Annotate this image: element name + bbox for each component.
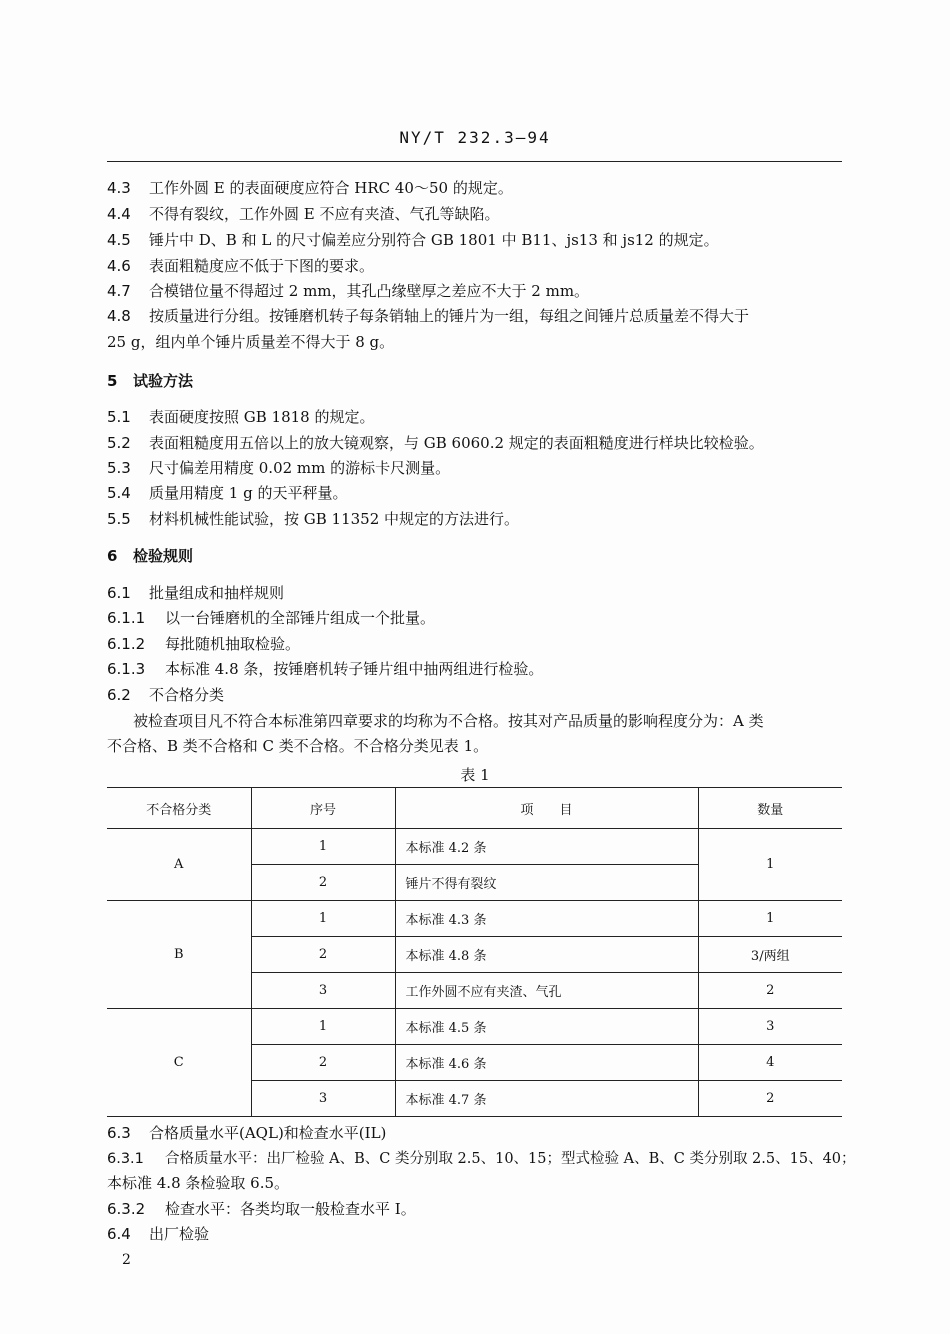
section-6-heading: 6 检验规则 bbox=[107, 547, 194, 565]
clause-6-4: 6.4 出厂检验 bbox=[107, 1225, 210, 1243]
item-cell: 本标准 4.6 条 bbox=[395, 1045, 698, 1081]
nonconformity-table bbox=[107, 787, 842, 1117]
col-header-seq: 序号 bbox=[251, 788, 395, 829]
count-cell: 2 bbox=[698, 1081, 842, 1117]
table-header-row bbox=[107, 788, 842, 829]
clause-6-1-3: 6.1.3 本标准 4.8 条，按锤磨机转子锤片组中抽两组进行检验。 bbox=[107, 660, 544, 678]
paragraph-6-2-cont: 不合格、B 类不合格和 C 类不合格。不合格分类见表 1。 bbox=[107, 737, 489, 755]
seq-cell: 2 bbox=[251, 865, 395, 901]
category-cell: B bbox=[107, 901, 251, 1009]
category-cell: C bbox=[107, 1009, 251, 1117]
count-cell: 3/两组 bbox=[698, 937, 842, 973]
document-header: NY/T 232.3—94 bbox=[399, 128, 551, 147]
clause-4-7: 4.7 合模错位量不得超过 2 mm，其孔凸缘壁厚之差应不大于 2 mm。 bbox=[107, 282, 590, 300]
clause-5-4: 5.4 质量用精度 1 g 的天平秤量。 bbox=[107, 484, 348, 502]
item-cell: 本标准 4.3 条 bbox=[395, 901, 698, 937]
clause-4-4: 4.4 不得有裂纹，工作外圆 E 不应有夹渣、气孔等缺陷。 bbox=[107, 205, 500, 223]
seq-cell: 3 bbox=[251, 1081, 395, 1117]
clause-6-1: 6.1 批量组成和抽样规则 bbox=[107, 584, 285, 602]
clause-4-6: 4.6 表面粗糙度应不低于下图的要求。 bbox=[107, 257, 375, 275]
item-cell: 本标准 4.2 条 bbox=[395, 829, 698, 865]
item-cell: 本标准 4.5 条 bbox=[395, 1009, 698, 1045]
clause-5-3: 5.3 尺寸偏差用精度 0.02 mm 的游标卡尺测量。 bbox=[107, 459, 451, 477]
seq-cell: 1 bbox=[251, 901, 395, 937]
clause-4-3: 4.3 工作外圆 E 的表面硬度应符合 HRC 40～50 的规定。 bbox=[107, 179, 513, 197]
seq-cell: 2 bbox=[251, 1045, 395, 1081]
item-cell: 本标准 4.8 条 bbox=[395, 937, 698, 973]
section-5-heading: 5 试验方法 bbox=[107, 372, 194, 390]
clause-6-1-2: 6.1.2 每批随机抽取检验。 bbox=[107, 635, 301, 653]
item-cell: 锤片不得有裂纹 bbox=[395, 865, 698, 901]
col-header-item: 项 目 bbox=[395, 788, 698, 829]
clause-4-5: 4.5 锤片中 D、B 和 L 的尺寸偏差应分别符合 GB 1801 中 B11、js13 和 js12 的规定。 bbox=[107, 231, 719, 249]
item-cell: 本标准 4.7 条 bbox=[395, 1081, 698, 1117]
clause-6-3: 6.3 合格质量水平(AQL)和检查水平(IL) bbox=[107, 1124, 387, 1142]
category-cell: A bbox=[107, 829, 251, 901]
table-row bbox=[107, 829, 842, 865]
seq-cell: 2 bbox=[251, 937, 395, 973]
clause-5-5: 5.5 材料机械性能试验，按 GB 11352 中规定的方法进行。 bbox=[107, 510, 520, 528]
clause-4-8-cont: 25 g，组内单个锤片质量差不得大于 8 g。 bbox=[107, 333, 395, 351]
clause-6-3-1-cont: 本标准 4.8 条检验取 6.5。 bbox=[107, 1174, 290, 1192]
seq-cell: 1 bbox=[251, 1009, 395, 1045]
clause-6-2: 6.2 不合格分类 bbox=[107, 686, 225, 704]
seq-cell: 1 bbox=[251, 829, 395, 865]
table-row bbox=[107, 901, 842, 937]
clause-6-1-1: 6.1.1 以一台锤磨机的全部锤片组成一个批量。 bbox=[107, 609, 436, 627]
clause-5-1: 5.1 表面硬度按照 GB 1818 的规定。 bbox=[107, 408, 375, 426]
clause-5-2: 5.2 表面粗糙度用五倍以上的放大镜观察，与 GB 6060.2 规定的表面粗糙度进行样块比较检验。 bbox=[107, 434, 764, 452]
count-cell: 3 bbox=[698, 1009, 842, 1045]
header-rule bbox=[107, 161, 842, 162]
col-header-category: 不合格分类 bbox=[107, 788, 251, 829]
table-caption: 表 1 bbox=[460, 766, 490, 784]
table-row bbox=[107, 1009, 842, 1045]
clause-6-3-1: 6.3.1 合格质量水平：出厂检验 A、B、C 类分别取 2.5、10、15；型式检验 A、B、C 类分别取 2.5、15、40； bbox=[107, 1151, 856, 1167]
count-cell: 2 bbox=[698, 973, 842, 1009]
seq-cell: 3 bbox=[251, 973, 395, 1009]
count-cell: 1 bbox=[698, 901, 842, 937]
item-cell: 工作外圆不应有夹渣、气孔 bbox=[395, 973, 698, 1009]
page-number: 2 bbox=[122, 1252, 131, 1268]
count-cell: 4 bbox=[698, 1045, 842, 1081]
clause-6-3-2: 6.3.2 检查水平：各类均取一般检查水平 Ⅰ。 bbox=[107, 1200, 416, 1218]
paragraph-6-2: 被检查项目凡不符合本标准第四章要求的均称为不合格。按其对产品质量的影响程度分为：A 类 bbox=[133, 712, 764, 730]
count-cell: 1 bbox=[698, 829, 842, 901]
col-header-count: 数量 bbox=[698, 788, 842, 829]
clause-4-8: 4.8 按质量进行分组。按锤磨机转子每条销轴上的锤片为一组，每组之间锤片总质量差不得大于 bbox=[107, 307, 750, 325]
